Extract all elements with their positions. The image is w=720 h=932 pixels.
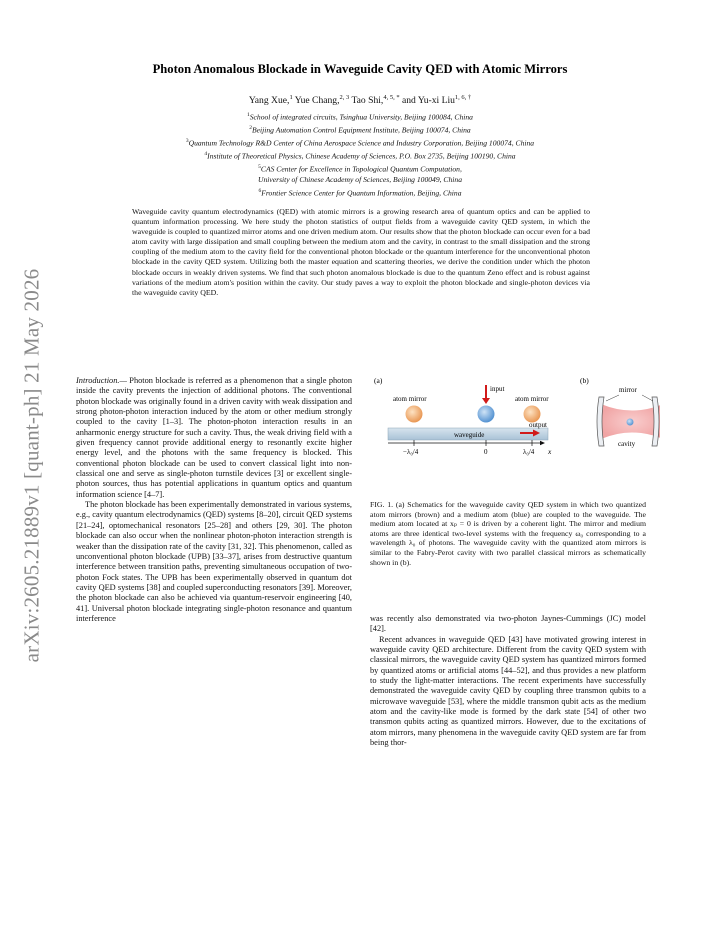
author-name: Yang Xue, <box>248 95 290 107</box>
panel-b-label: (b) <box>580 376 589 385</box>
affiliation-line <box>60 175 660 186</box>
mirror-label: mirror <box>619 386 637 394</box>
medium-atom <box>478 406 495 423</box>
input-arrow-head <box>482 398 490 404</box>
output-label: output <box>529 421 547 429</box>
affiliation-mark: 5 <box>258 164 261 171</box>
left-column <box>76 376 352 624</box>
cavity-atom <box>627 419 634 426</box>
affiliation-mark: 4 <box>204 151 208 158</box>
affiliation-mark: 3 <box>185 138 189 145</box>
waveguide-label: waveguide <box>454 431 485 439</box>
mirror-atom-right <box>524 406 541 423</box>
panel-a-label: (a) <box>374 376 383 385</box>
x-axis-arrow <box>540 441 545 445</box>
affiliation-line <box>60 149 660 162</box>
author-name: Yue Chang, <box>294 95 340 107</box>
body-paragraph <box>76 376 352 500</box>
body-paragraph: The photon blockade has been experimentally demonstrated in various systems, e.g., cavity quantum electrodynamics (QED) systems [8–20], circuit QED systems [21–24], optomechanical resonators [25–28] and others [29, 30]. The photon blockade can also occur when the nonlinear photon-photon interaction strength is weaker than the dissipation rate of the cavity [31, 32]. This phenomenon, called as unconventional photon blockade (UPB) [33–37], arises from destructive quantum interference between transition paths, preventing simultaneous occupation of two-photon Fock states. The UPB has been experimentally observed in quantum dot cavity QED systems [38] and coupled superconducting resonators [39]. Moreover, the photon blockade can also be achieved via quantum-reservoir engineering [40, 41]. Universal photon blockade integrating single-photon resonance and quantum interference <box>76 500 352 623</box>
cavity-label: cavity <box>618 440 636 448</box>
affiliation-text: Quantum Technology R&D Center of China Aerospace Science and Industry Corporation, Beijing 100074, China <box>188 138 535 148</box>
affiliation-text: CAS Center for Excellence in Topological Quantum Computation, <box>260 164 462 174</box>
figure-1 <box>370 373 660 491</box>
affiliation-text: University of Chinese Academy of Sciences, Beijing 100049, China <box>257 175 462 185</box>
mirror-pointer-right <box>642 395 653 401</box>
mirror-pointer-left <box>606 395 619 401</box>
affiliation-line <box>60 110 660 123</box>
tick-label-right: λ₀/4 <box>523 448 535 456</box>
abstract: Waveguide cavity quantum electrodynamics (QED) with atomic mirrors is a growing research area of quantum optics and can be applied to quantum information processing. We here study the photon statistics of output fields from a waveguide cavity QED system, in which the waveguide is coupled to quantized mirror atoms and one driven medium atom. Our results show that the photon blockade can occur even for a bad atom cavity with large dissipation and small coupling between the medium atom and the cavity, in contrast to the small dissipation and the strong coupling of the medium atom to the cavity field for the conventional photon blockade or the quantum interference for the unconventional photon blockade in the cavity QED system. Utilizing both the master equation and scattering theories, we derive the condition under which the photon blockade occurs in weakly driven systems. We find that such photon anomalous blockade is due to the quantum Zeno effect and is robust against variations of the medium atom's position within the cavity. Our study paves a way to exploit the photon blockade and single-photon devices via the waveguide cavity QED. <box>132 207 590 297</box>
arxiv-stamp-text: arXiv:2605.21889v1 [quant-ph] 21 May 2026 <box>19 268 44 662</box>
x-axis-label: x <box>548 447 552 456</box>
affiliation-line <box>60 136 660 149</box>
figure-1-drawing <box>370 373 660 491</box>
author-name: Tao Shi, <box>351 95 384 107</box>
affiliation-text: Beijing Automation Control Equipment Institute, Beijing 100074, China <box>252 125 471 135</box>
affiliation-text: Frontier Science Center for Quantum Information, Beijing, China <box>261 188 462 198</box>
author-affil-mark: 1, 6, † <box>454 94 472 101</box>
tick-label-left: −λ₀/4 <box>403 448 419 456</box>
affiliation-text: Institute of Theoretical Physics, Chinese Academy of Sciences, P.O. Box 2735, Beijing 100190, China <box>207 151 516 161</box>
paragraph-text: Photon blockade is referred as a phenomenon that a single photon inside the cavity prevents the injection of additional photons. The conventional photon blockade was originally found in a driven cavity with weak dissipation and strong photon-photon interaction induced by the atom or other medium strongly coupled to the cavity [1–3]. The photon-photon interaction results in an anharmonic energy structure for such a cavity. Thus, the weak driving field with a given frequency cannot provide additional energy to resonantly excite higher energy level, and the photons with the same frequency is blocked. This conventional photon blockade can be used to convert classical light into non-classical one and serve as single-photon turnstile devices [3] or excellent single-photon sources, thus has potential applications in quantum optics and quantum information science [4–7]. <box>76 376 352 499</box>
affiliation-list <box>60 110 660 199</box>
author-affil-mark: 4, 5, * <box>383 94 400 101</box>
author-affil-mark: 2, 3 <box>339 94 350 101</box>
figure-1-caption: FIG. 1. (a) Schematics for the waveguide cavity QED system in which two quantized atom mirrors (brown) and a medium atom (blue) are coupled to the waveguide. The medium atom located at xₚ = 0 is driven by a coherent light. The mirror and medium atoms are three identical two-level systems with the frequency ω₀ corresponding to a wavelength λ₀ of photons. The waveguide cavity with the quantized atom mirrors is similar to the Fabry-Perot cavity with two parallel classical mirrors as schematically shown in (b). <box>370 500 646 567</box>
author-affil-mark: 1 <box>289 94 293 101</box>
right-column <box>370 614 646 748</box>
section-heading-introduction: Introduction.— <box>76 376 127 385</box>
input-label: input <box>490 385 505 393</box>
mirror-atom-left <box>406 406 423 423</box>
body-paragraph: was recently also demonstrated via two-photon Jaynes-Cummings (JC) model [42]. <box>370 614 646 634</box>
affiliation-mark: 1 <box>247 112 250 118</box>
affiliation-mark: 2 <box>249 125 252 132</box>
affiliation-mark: 6 <box>258 187 262 194</box>
body-paragraph: Recent advances in waveguide QED [43] have motivated growing interest in waveguide cavity QED architecture. Different from the cavity QED system with classical mirrors, the waveguide cavity QED system has quantized mirrors formed by quantized atoms or artificial atoms [44–52], and thus provides a new platform to study the light-matter interactions. The recent experiments have successfully demonstrated the waveguide cavity QED by coupling three transmon qubits to a microwave waveguide [53], where the middle transmon qubit acts as the medium atom and the cavity-like mode is formed by the dark state [54] of other two transmon qubits acting as quantized mirrors. However, due to the excitations of atom mirrors, many phenomena in the waveguide cavity QED system are far from being thor- <box>370 634 646 748</box>
atom-mirror-left-label: atom mirror <box>393 395 427 403</box>
atom-mirror-right-label: atom mirror <box>515 395 549 403</box>
paper-title: Photon Anomalous Blockade in Waveguide Cavity QED with Atomic Mirrors <box>152 62 568 76</box>
affiliation-line <box>60 162 660 175</box>
author-name: and Yu-xi Liu <box>401 95 455 107</box>
affiliation-line <box>60 123 660 136</box>
tick-label-center: 0 <box>484 448 488 456</box>
arxiv-stamp <box>12 244 52 686</box>
author-list <box>60 94 660 106</box>
affiliation-text: School of integrated circuits, Tsinghua University, Beijing 100084, China <box>249 112 473 122</box>
affiliation-line <box>60 186 660 199</box>
